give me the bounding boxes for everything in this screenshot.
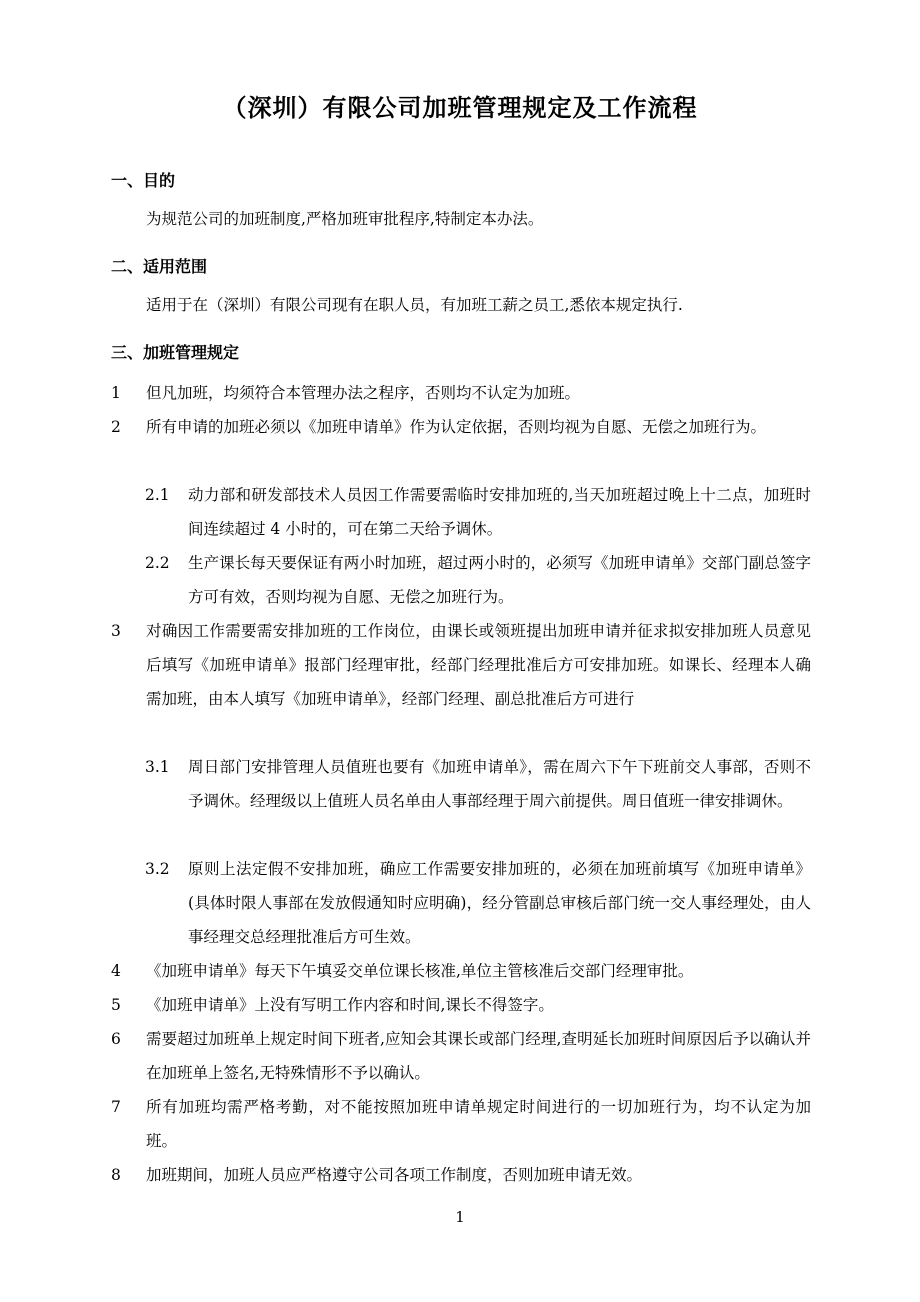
rule-text: 原则上法定假不安排加班，确应工作需要安排加班的，必须在加班前填写《加班申请单》(具体时限人事部在发放假通知时应明确)，经分管副总审核后部门统一交人事经理处，由人事经理交总经理批准后方可生效。 xyxy=(188,860,811,946)
section-text-scope: 适用于在（深圳）有限公司现有在职人员，有加班工薪之员工,悉依本规定执行. xyxy=(146,296,683,314)
rule-number: 2.1 xyxy=(145,486,170,504)
rule-item-3-2 xyxy=(145,852,811,954)
rule-text: 加班期间，加班人员应严格遵守公司各项工作制度，否则加班申请无效。 xyxy=(146,1166,643,1184)
rule-number: 4 xyxy=(111,962,121,980)
rule-number: 3.1 xyxy=(145,758,170,776)
rule-item-2-2 xyxy=(145,546,811,614)
rule-item-1 xyxy=(111,376,811,410)
rule-text: 但凡加班，均须符合本管理办法之程序，否则均不认定为加班。 xyxy=(146,384,581,402)
rule-number: 1 xyxy=(111,384,121,402)
section-heading-scope: 二、适用范围 xyxy=(111,257,208,276)
rule-number: 8 xyxy=(111,1166,121,1184)
rule-number: 5 xyxy=(111,996,121,1014)
rule-number: 6 xyxy=(111,1030,121,1048)
rule-item-3-1 xyxy=(145,750,811,818)
page-number: 1 xyxy=(455,1208,465,1226)
rule-number: 2 xyxy=(111,418,121,436)
rule-item-3 xyxy=(111,614,811,716)
rule-text: 需要超过加班单上规定时间下班者,应知会其课长或部门经理,查明延长加班时间原因后予以确认并在加班单上签名,无特殊情形不予以确认。 xyxy=(146,1030,811,1082)
rule-number: 3.2 xyxy=(145,860,170,878)
section-heading-purpose: 一、目的 xyxy=(111,171,176,190)
rule-item-6 xyxy=(111,1022,811,1090)
rule-item-7 xyxy=(111,1090,811,1158)
section-heading-rules: 三、加班管理规定 xyxy=(111,343,240,362)
rule-text: 所有申请的加班必须以《加班申请单》作为认定依据，否则均视为自愿、无偿之加班行为。 xyxy=(146,418,767,436)
rule-number: 2.2 xyxy=(145,554,170,572)
rule-item-5 xyxy=(111,988,811,1022)
rule-item-8 xyxy=(111,1158,811,1192)
rule-text: 生产课长每天要保证有两小时加班，超过两小时的，必须写《加班申请单》交部门副总签字方可有效，否则均视为自愿、无偿之加班行为。 xyxy=(188,554,811,606)
rule-text: 周日部门安排管理人员值班也要有《加班申请单》，需在周六下午下班前交人事部，否则不予调休。经理级以上值班人员名单由人事部经理于周六前提供。周日值班一律安排调休。 xyxy=(188,758,811,810)
rule-number: 7 xyxy=(111,1098,121,1116)
rule-item-4 xyxy=(111,954,811,988)
rule-text: 动力部和研发部技术人员因工作需要需临时安排加班的,当天加班超过晚上十二点，加班时间连续超过 4 小时的，可在第二天给予调休。 xyxy=(188,486,811,538)
section-text-purpose: 为规范公司的加班制度,严格加班审批程序,特制定本办法。 xyxy=(146,210,544,228)
rule-text: 对确因工作需要需安排加班的工作岗位，由课长或领班提出加班申请并征求拟安排加班人员意见后填写《加班申请单》报部门经理审批，经部门经理批准后方可安排加班。如课长、经理本人确需加班，由本人填写《加班申请单》，经部门经理、副总批准后方可进行 xyxy=(146,622,811,708)
rule-number: 3 xyxy=(111,622,121,640)
rule-text: 所有加班均需严格考勤，对不能按照加班申请单规定时间进行的一切加班行为，均不认定为加班。 xyxy=(146,1098,811,1150)
rule-item-2 xyxy=(111,410,811,444)
rule-text: 《加班申请单》每天下午填妥交单位课长核准,单位主管核准后交部门经理审批。 xyxy=(146,962,694,980)
rule-item-2-1 xyxy=(145,478,811,546)
document-title: （深圳）有限公司加班管理规定及工作流程 xyxy=(222,94,698,122)
rule-text: 《加班申请单》上没有写明工作内容和时间,课长不得签字。 xyxy=(146,996,554,1014)
